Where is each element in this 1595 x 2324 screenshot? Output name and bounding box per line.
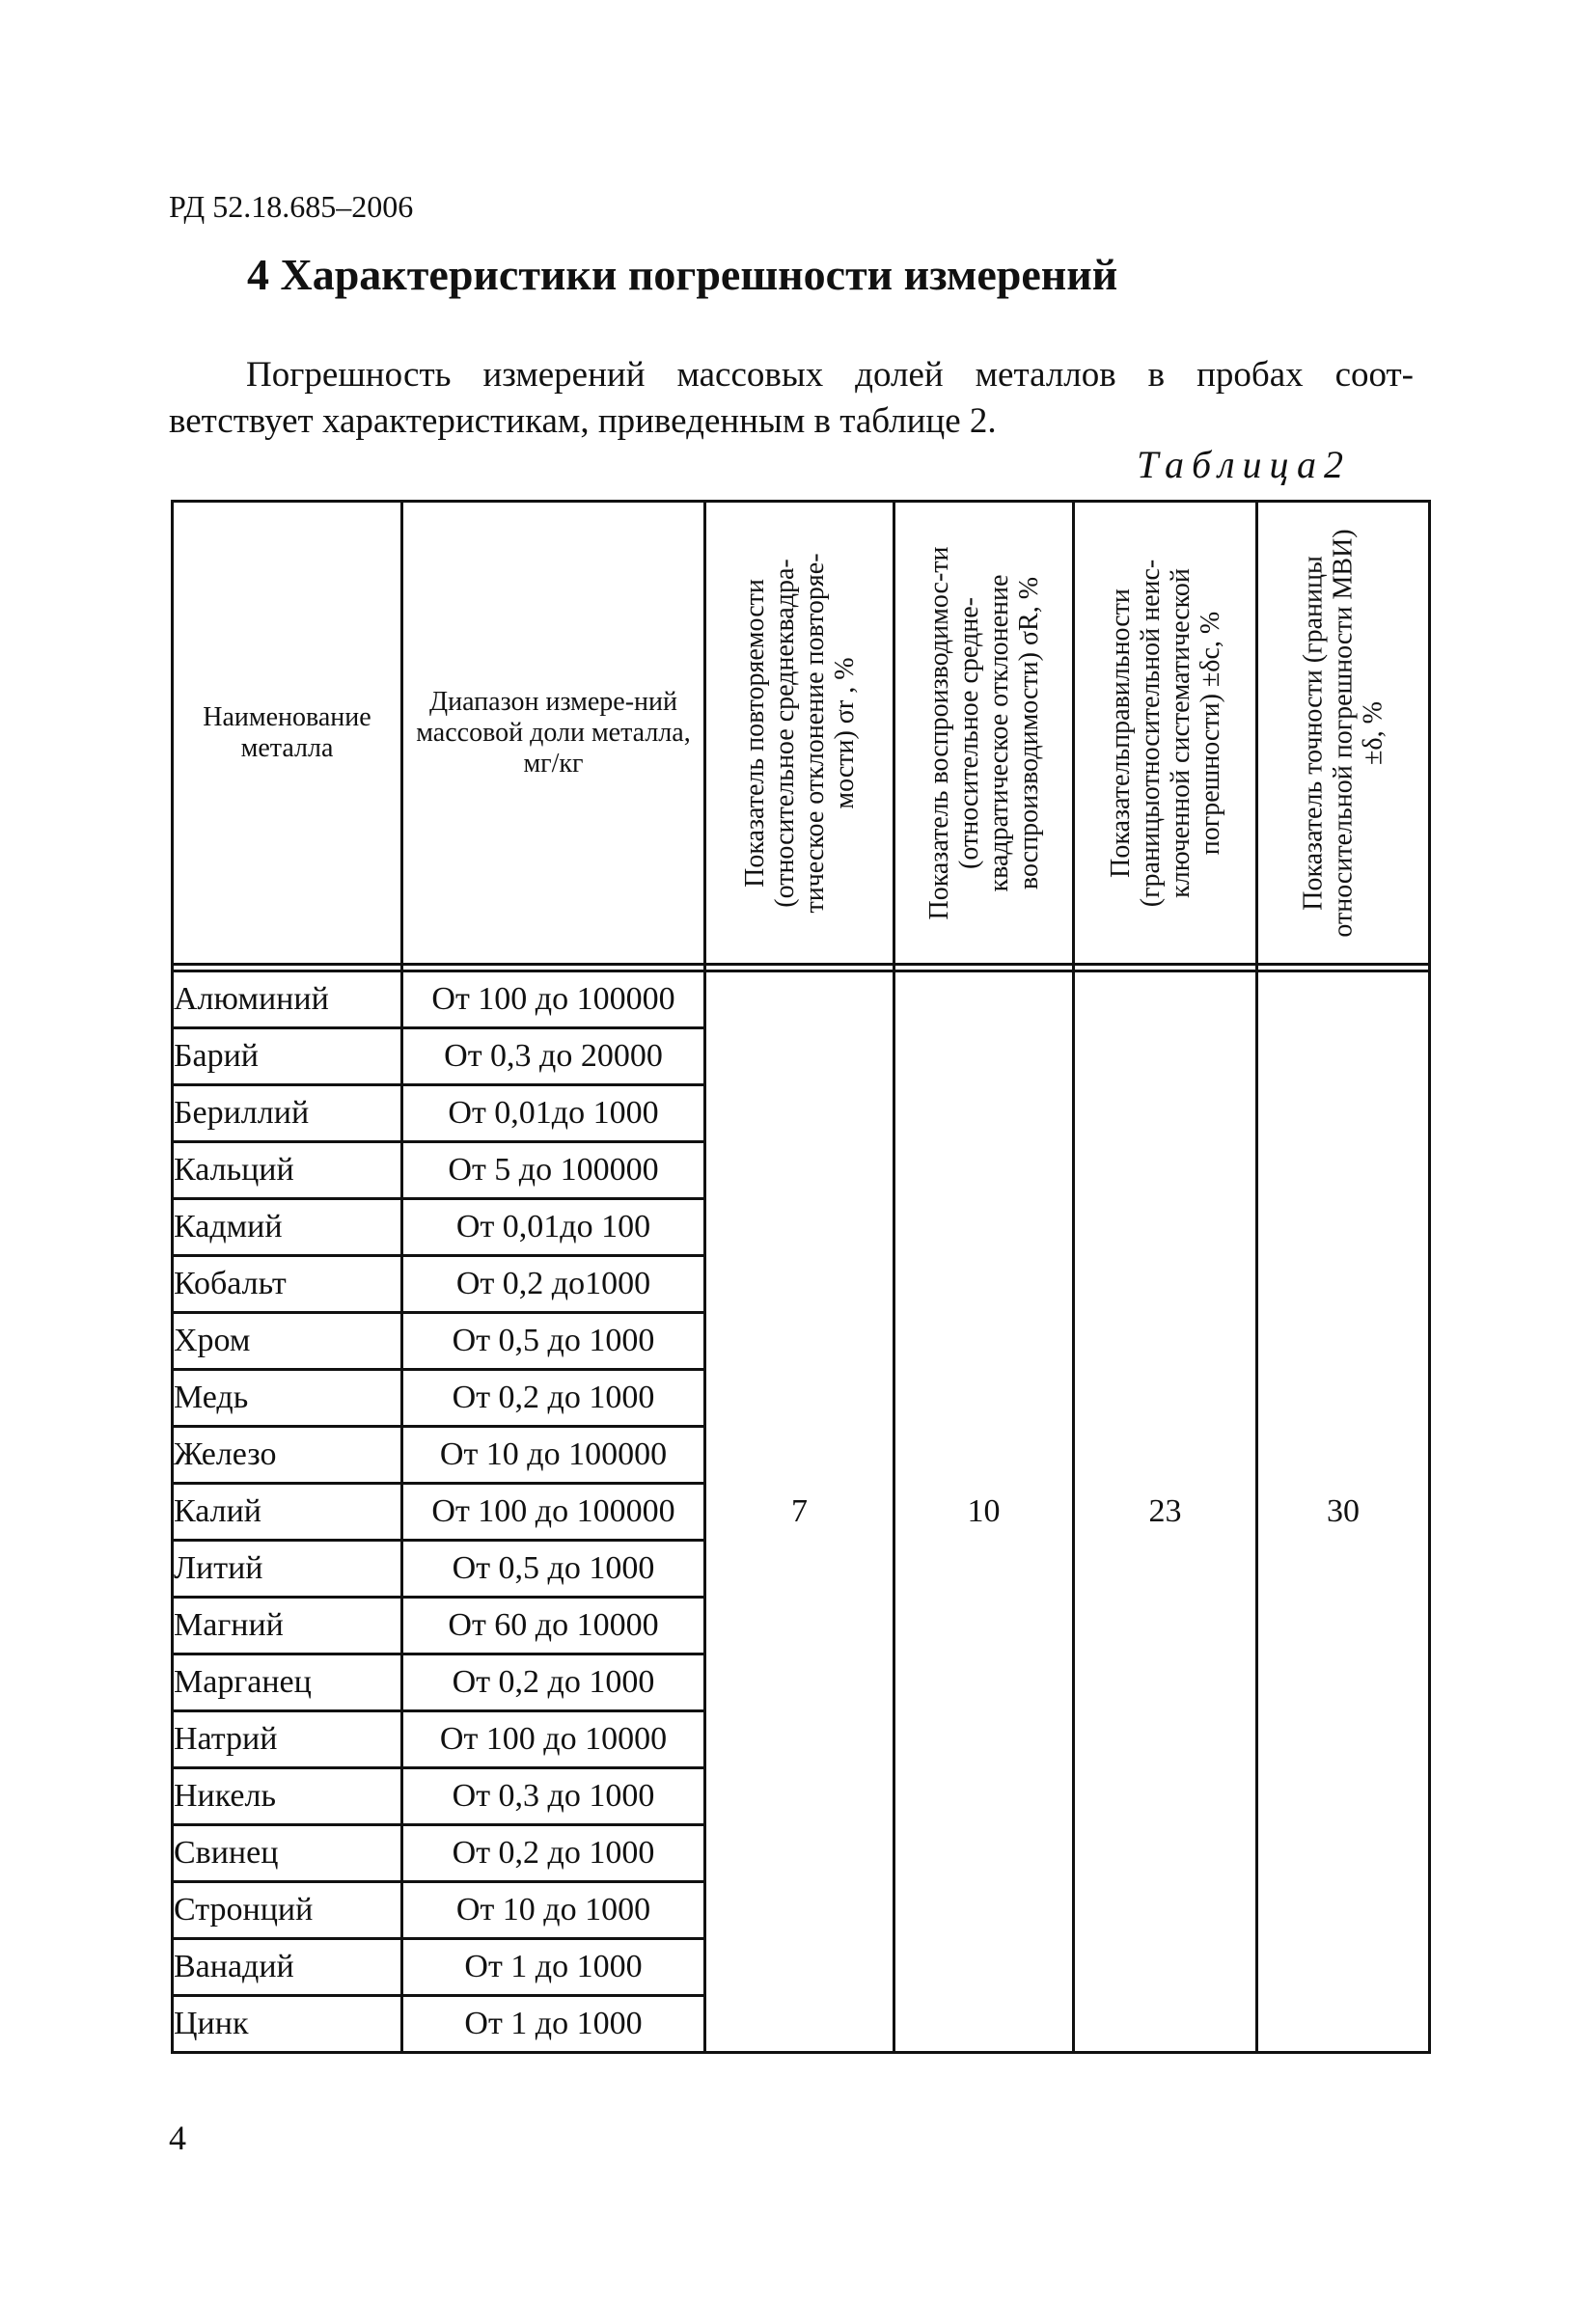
correctness-value-cell: 23 bbox=[1074, 971, 1257, 2053]
range-cell: От 10 до 1000 bbox=[402, 1882, 705, 1939]
metal-name-cell: Свинец bbox=[173, 1825, 402, 1882]
intro-line-1: Погрешность измерений массовых долей металлов в пробах соот- bbox=[246, 355, 1414, 395]
header-repeatability: Показатель повторяемости (относительное среднеквадра-тическое отклонение повторяе-мости) σr , % bbox=[705, 502, 894, 965]
metal-name-cell: Кобальт bbox=[173, 1256, 402, 1313]
metal-name-cell: Кадмий bbox=[173, 1199, 402, 1256]
range-cell: От 0,2 до1000 bbox=[402, 1256, 705, 1313]
range-cell: От 0,01до 1000 bbox=[402, 1085, 705, 1142]
metal-name-cell: Хром bbox=[173, 1313, 402, 1370]
section-title: 4 Характеристики погрешности измерений bbox=[247, 250, 1118, 299]
metal-name-cell: Кальций bbox=[173, 1142, 402, 1199]
table-caption: Таблица2 bbox=[1137, 443, 1351, 486]
header-range: Диапазон измере-ний массовой доли металла, мг/кг bbox=[402, 502, 705, 965]
range-cell: От 1 до 1000 bbox=[402, 1939, 705, 1996]
repeatability-value-cell: 7 bbox=[705, 971, 894, 2053]
range-cell: От 0,01до 100 bbox=[402, 1199, 705, 1256]
header-separator bbox=[173, 965, 1430, 971]
metal-name-cell: Медь bbox=[173, 1370, 402, 1427]
range-cell: От 0,5 до 1000 bbox=[402, 1541, 705, 1598]
metal-name-cell: Марганец bbox=[173, 1654, 402, 1711]
range-cell: От 0,5 до 1000 bbox=[402, 1313, 705, 1370]
header-accuracy: Показатель точности (границы относительной погрешности МВИ) ±δ, % bbox=[1257, 502, 1430, 965]
metal-name-cell: Литий bbox=[173, 1541, 402, 1598]
table-row bbox=[173, 971, 1430, 1028]
metal-name-cell: Алюминий bbox=[173, 971, 402, 1028]
metal-name-cell: Железо bbox=[173, 1427, 402, 1484]
accuracy-value-cell: 30 bbox=[1257, 971, 1430, 2053]
range-cell: От 0,2 до 1000 bbox=[402, 1654, 705, 1711]
intro-line-2: ветствует характеристикам, приведенным в таблице 2. bbox=[169, 401, 997, 441]
range-cell: От 0,2 до 1000 bbox=[402, 1825, 705, 1882]
metal-name-cell: Магний bbox=[173, 1598, 402, 1654]
header-metal-name: Наименование металла bbox=[173, 502, 402, 965]
range-cell: От 100 до 100000 bbox=[402, 971, 705, 1028]
table-header-row bbox=[173, 502, 1430, 965]
range-cell: От 1 до 1000 bbox=[402, 1996, 705, 2053]
intro-paragraph bbox=[169, 352, 1414, 445]
metal-name-cell: Калий bbox=[173, 1484, 402, 1541]
range-cell: От 10 до 100000 bbox=[402, 1427, 705, 1484]
header-reproducibility: Показатель воспроизводимос-ти (относительное средне-квадратическое отклонение воспроизводимости) σR, % bbox=[894, 502, 1074, 965]
metal-name-cell: Ванадий bbox=[173, 1939, 402, 1996]
table-body bbox=[173, 971, 1430, 2053]
reproducibility-value-cell: 10 bbox=[894, 971, 1074, 2053]
page-number: 4 bbox=[169, 2119, 186, 2157]
range-cell: От 0,3 до 1000 bbox=[402, 1768, 705, 1825]
metal-name-cell: Натрий bbox=[173, 1711, 402, 1768]
document-code: РД 52.18.685–2006 bbox=[169, 189, 414, 224]
header-correctness: Показательправильности (границыотносительной неис-ключенной систематической погрешности) ±δc, % bbox=[1074, 502, 1257, 965]
range-cell: От 0,2 до 1000 bbox=[402, 1370, 705, 1427]
range-cell: От 100 до 10000 bbox=[402, 1711, 705, 1768]
metal-name-cell: Барий bbox=[173, 1028, 402, 1085]
range-cell: От 0,3 до 20000 bbox=[402, 1028, 705, 1085]
metal-name-cell: Бериллий bbox=[173, 1085, 402, 1142]
metal-name-cell: Цинк bbox=[173, 1996, 402, 2053]
error-characteristics-table bbox=[171, 500, 1431, 2054]
range-cell: От 60 до 10000 bbox=[402, 1598, 705, 1654]
metal-name-cell: Никель bbox=[173, 1768, 402, 1825]
range-cell: От 5 до 100000 bbox=[402, 1142, 705, 1199]
range-cell: От 100 до 100000 bbox=[402, 1484, 705, 1541]
metal-name-cell: Стронций bbox=[173, 1882, 402, 1939]
